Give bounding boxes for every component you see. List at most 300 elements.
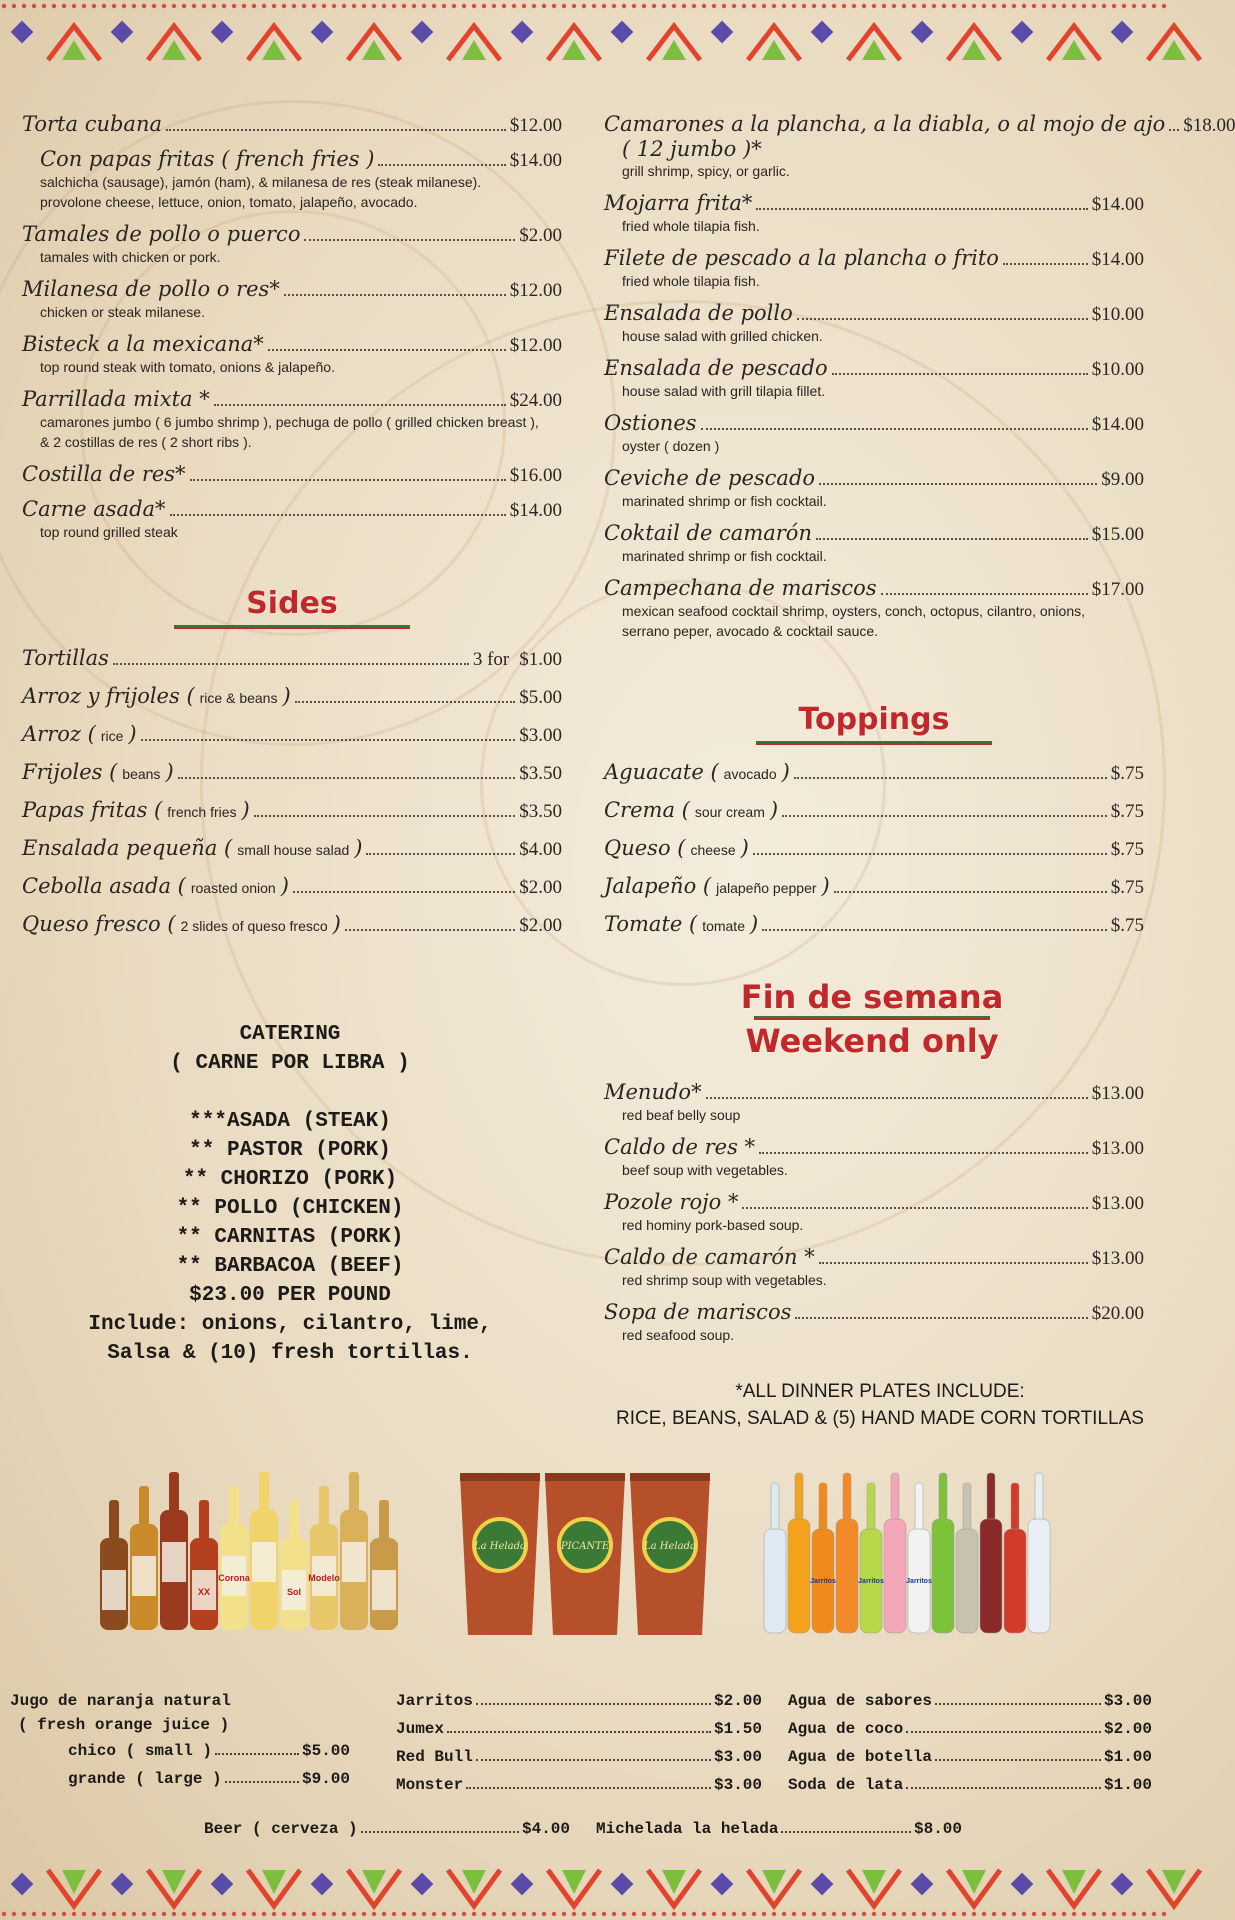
border-dot <box>802 1912 806 1916</box>
item-name: Caldo de res * <box>604 1135 756 1159</box>
item-description: provolone cheese, lettuce, onion, tomato, jalapeño, avocado. <box>40 194 418 210</box>
menu-item <box>604 1245 1144 1290</box>
catering-line: ** CARNITAS (PORK) <box>176 1226 404 1249</box>
beer-bottle <box>190 1500 218 1630</box>
border-dot <box>202 1912 206 1916</box>
drink-name: chico ( small ) <box>68 1742 213 1760</box>
menu-item-line <box>22 277 562 302</box>
border-diamond <box>211 21 234 44</box>
border-triangle <box>462 40 486 60</box>
cup-label: La Helada <box>644 1541 696 1552</box>
drink-item <box>788 1748 1152 1776</box>
item-price: $14.00 <box>1091 249 1144 270</box>
leader-dots <box>178 777 516 779</box>
drink-name: Agua de sabores <box>788 1692 933 1710</box>
menu-item-line <box>22 222 562 247</box>
cup-label: PICANTE <box>560 1541 610 1552</box>
border-dot <box>982 4 986 8</box>
item-price: $17.00 <box>1091 579 1144 600</box>
item-description: beef soup with vegetables. <box>622 1162 788 1178</box>
leader-dots <box>1169 129 1179 131</box>
border-dot <box>932 4 936 8</box>
drink-price: $1.00 <box>1103 1776 1152 1794</box>
michelada-cups-photo <box>455 1465 715 1640</box>
border-dot <box>1042 4 1046 8</box>
border-dot <box>602 4 606 8</box>
border-dot <box>322 1912 326 1916</box>
border-triangle <box>562 40 586 60</box>
border-dot <box>1002 1912 1006 1916</box>
leader-dots <box>819 1262 1088 1264</box>
border-dot <box>482 4 486 8</box>
item-price: $12.00 <box>509 115 562 136</box>
border-dot <box>102 4 106 8</box>
beer-bottle <box>340 1472 368 1630</box>
item-price: $14.00 <box>509 500 562 521</box>
border-dot <box>392 1912 396 1916</box>
item-description: serrano peper, avocado & cocktail sauce. <box>622 623 879 639</box>
catering-section <box>0 1020 580 1368</box>
border-dot <box>612 4 616 8</box>
drink-name: Jumex <box>396 1720 445 1738</box>
border-dot <box>182 4 186 8</box>
leader-dots <box>190 479 506 481</box>
border-dot <box>532 1912 536 1916</box>
beer-bottle <box>130 1486 158 1630</box>
item-description: marinated shrimp or fish cocktail. <box>622 548 827 564</box>
juice-subtitle: ( fresh orange juice ) <box>18 1716 230 1734</box>
item-name: Caldo de camarón * <box>604 1245 815 1269</box>
menu-item <box>604 576 1144 641</box>
beer-bottle <box>250 1472 278 1630</box>
border-dot <box>352 4 356 8</box>
item-price: $16.00 <box>509 465 562 486</box>
border-diamond <box>811 1873 834 1896</box>
border-dot <box>812 1912 816 1916</box>
border-dot <box>272 4 276 8</box>
item-name: Campechana de mariscos <box>604 576 877 600</box>
border-dot <box>12 4 16 8</box>
menu-item <box>22 497 562 542</box>
item-english-name: rice & beans <box>199 690 278 706</box>
border-dot <box>242 1912 246 1916</box>
border-dot <box>1072 4 1076 8</box>
item-description: red seafood soup. <box>622 1327 735 1343</box>
border-dot <box>562 4 566 8</box>
border-dot <box>492 4 496 8</box>
item-description: grill shrimp, spicy, or garlic. <box>622 163 790 179</box>
juice-title: Jugo de naranja natural <box>10 1692 231 1710</box>
menu-item-line <box>22 387 562 412</box>
border-dot <box>262 1912 266 1916</box>
border-dot <box>332 4 336 8</box>
item-price: $14.00 <box>1091 414 1144 435</box>
border-dot <box>712 4 716 8</box>
drink-name: grande ( large ) <box>68 1770 222 1788</box>
leader-dots <box>215 1753 299 1755</box>
border-dot <box>132 1912 136 1916</box>
border-dot <box>12 1912 16 1916</box>
border-dot <box>432 4 436 8</box>
item-english-name: jalapeño pepper <box>716 880 817 896</box>
leader-dots <box>170 514 506 516</box>
border-dot <box>592 4 596 8</box>
item-close-paren: ) <box>750 912 759 936</box>
weekend-list <box>604 1080 1144 1355</box>
leader-dots <box>295 701 516 703</box>
beer-bottles-photo <box>90 1455 410 1635</box>
border-dot <box>1162 1912 1166 1916</box>
item-description: mexican seafood cocktail shrimp, oysters, conch, octopus, cilantro, onions, <box>622 603 1085 619</box>
leader-dots <box>254 815 516 817</box>
bottom-decorative-border <box>0 1856 1166 1920</box>
item-price: $13.00 <box>1091 1083 1144 1104</box>
border-triangle <box>862 40 886 60</box>
menu-item <box>22 684 562 722</box>
item-description: red shrimp soup with vegetables. <box>622 1272 827 1288</box>
item-price: $3.50 <box>519 801 562 822</box>
border-dot <box>742 4 746 8</box>
item-close-paren: ) <box>354 836 363 860</box>
item-price: $.75 <box>1110 763 1144 784</box>
border-dot <box>562 1912 566 1916</box>
drink-item <box>396 1776 762 1804</box>
border-dot <box>1072 1912 1076 1916</box>
catering-line: ** BARBACOA (BEEF) <box>176 1255 404 1278</box>
border-dot <box>1062 4 1066 8</box>
border-diamond <box>411 1873 434 1896</box>
menu-item <box>22 277 562 322</box>
border-dot <box>682 4 686 8</box>
waters-list <box>788 1692 1152 1804</box>
menu-item-line <box>22 147 562 172</box>
border-dot <box>382 1912 386 1916</box>
leader-dots <box>756 208 1087 210</box>
border-diamond <box>511 1873 534 1896</box>
menu-item <box>22 798 562 836</box>
catering-line: ** CHORIZO (PORK) <box>182 1168 398 1191</box>
border-dot <box>112 1912 116 1916</box>
drink-item <box>788 1776 1152 1804</box>
item-price: $3.50 <box>519 763 562 784</box>
border-diamond <box>911 1873 934 1896</box>
border-dot <box>972 1912 976 1916</box>
item-close-paren: ) <box>280 874 289 898</box>
border-dot <box>1032 4 1036 8</box>
item-name: Queso fresco ( <box>22 912 176 936</box>
border-dot <box>252 1912 256 1916</box>
border-dot <box>212 1912 216 1916</box>
border-dot <box>82 1912 86 1916</box>
item-name: Con papas fritas ( french fries ) <box>40 147 375 171</box>
border-diamond <box>111 1873 134 1896</box>
sides-heading <box>174 586 410 629</box>
border-dot <box>732 1912 736 1916</box>
item-name: Milanesa de pollo o res* <box>22 277 280 301</box>
drink-name: Red Bull <box>396 1748 473 1766</box>
item-price: $2.00 <box>519 915 562 936</box>
border-dot <box>1052 1912 1056 1916</box>
border-dot <box>1022 1912 1026 1916</box>
border-dot <box>692 4 696 8</box>
border-dot <box>192 1912 196 1916</box>
item-name: Ceviche de pescado <box>604 466 816 490</box>
border-dot <box>692 1912 696 1916</box>
soda-bottle <box>836 1473 858 1633</box>
border-dot <box>52 1912 56 1916</box>
border-dot <box>682 1912 686 1916</box>
border-dot <box>762 4 766 8</box>
border-dot <box>412 4 416 8</box>
border-dot <box>372 4 376 8</box>
item-name: Carne asada* <box>22 497 166 521</box>
border-diamond <box>711 1873 734 1896</box>
border-dot <box>652 1912 656 1916</box>
border-dot <box>702 4 706 8</box>
menu-item-line <box>604 191 1144 216</box>
border-dot <box>72 1912 76 1916</box>
toppings-list <box>604 760 1144 950</box>
leader-dots <box>706 1097 1088 1099</box>
menu-item <box>22 874 562 912</box>
item-close-paren: ) <box>241 798 250 822</box>
item-description: salchicha (sausage), jamón (ham), & milanesa de res (steak milanese). <box>40 174 482 190</box>
border-triangle <box>762 40 786 60</box>
border-dot <box>862 4 866 8</box>
item-english-name: cheese <box>690 842 736 858</box>
leader-dots <box>378 164 505 166</box>
menu-item <box>604 246 1144 291</box>
border-dot <box>252 4 256 8</box>
border-dot <box>352 1912 356 1916</box>
border-dot <box>892 4 896 8</box>
leader-dots <box>141 739 516 741</box>
item-close-paren: ) <box>740 836 749 860</box>
item-close-paren: ) <box>332 912 341 936</box>
beer-michelada-row <box>204 1820 964 1848</box>
border-dot <box>602 1912 606 1916</box>
item-description: fried whole tilapia fish. <box>622 218 760 234</box>
border-dot <box>62 1912 66 1916</box>
leader-dots <box>794 777 1107 779</box>
beer-label: Corona <box>218 1573 250 1583</box>
item-close-paren: ) <box>781 760 790 784</box>
item-name: Crema ( <box>604 798 690 822</box>
catering-line: Include: onions, cilantro, lime, <box>88 1313 492 1336</box>
border-dot <box>462 1912 466 1916</box>
item-quantity: 3 for <box>472 649 510 670</box>
border-triangle <box>1162 40 1186 60</box>
item-close-paren: ) <box>128 722 137 746</box>
toppings-heading <box>756 702 992 745</box>
item-price: $18.00 <box>1183 115 1235 136</box>
border-dot <box>922 4 926 8</box>
leader-dots <box>935 1759 1101 1761</box>
item-price: $15.00 <box>1091 524 1144 545</box>
border-triangle <box>962 40 986 60</box>
item-name: Cebolla asada ( <box>22 874 186 898</box>
leader-dots <box>225 1781 299 1783</box>
border-dot <box>612 1912 616 1916</box>
beer-bottle <box>100 1500 128 1630</box>
item-name: Papas fritas ( <box>22 798 163 822</box>
menu-item <box>22 222 562 267</box>
soda-bottle <box>764 1483 786 1633</box>
border-dot <box>202 4 206 8</box>
border-dot <box>532 4 536 8</box>
soft-drinks-list <box>396 1692 762 1804</box>
michelada-cup <box>630 1473 710 1635</box>
border-dot <box>792 4 796 8</box>
border-dot <box>342 4 346 8</box>
item-name: Sopa de mariscos <box>604 1300 792 1324</box>
weekend-heading <box>740 978 1004 1060</box>
border-dot <box>852 4 856 8</box>
item-name: Camarones a la plancha, a la diabla, o al mojo de ajo <box>604 112 1166 136</box>
border-dot <box>742 1912 746 1916</box>
border-dot <box>542 1912 546 1916</box>
border-dot <box>702 1912 706 1916</box>
item-price: $14.00 <box>1091 194 1144 215</box>
border-dot <box>222 1912 226 1916</box>
menu-item <box>604 112 1235 181</box>
leader-dots <box>113 663 469 665</box>
border-dot <box>242 4 246 8</box>
border-dot <box>962 4 966 8</box>
item-english-name: tomate <box>702 918 745 934</box>
item-price: $13.00 <box>1091 1193 1144 1214</box>
border-dot <box>872 1912 876 1916</box>
cup-label: La Helada <box>474 1541 526 1552</box>
border-dot <box>912 1912 916 1916</box>
item-price: $.75 <box>1110 801 1144 822</box>
border-dot <box>512 1912 516 1916</box>
border-dot <box>2 1912 6 1916</box>
border-dot <box>192 4 196 8</box>
border-dot <box>952 1912 956 1916</box>
border-dot <box>1142 4 1146 8</box>
border-dot <box>892 1912 896 1916</box>
border-dot <box>792 1912 796 1916</box>
drink-price: $9.00 <box>301 1770 350 1788</box>
border-dot <box>1012 1912 1016 1916</box>
border-dot <box>882 1912 886 1916</box>
leader-dots <box>819 483 1097 485</box>
border-dot <box>492 1912 496 1916</box>
border-diamond <box>511 21 534 44</box>
beer-bottle <box>280 1500 308 1630</box>
border-diamond <box>1111 21 1134 44</box>
border-dot <box>292 4 296 8</box>
leader-dots <box>816 538 1088 540</box>
border-dot <box>592 1912 596 1916</box>
item-english-name: avocado <box>723 766 777 782</box>
border-dot <box>422 1912 426 1916</box>
item-name: Ensalada de pescado <box>604 356 828 380</box>
border-triangle <box>1062 40 1086 60</box>
border-dot <box>1152 4 1156 8</box>
item-price: $1.00 <box>519 649 562 670</box>
border-dot <box>962 1912 966 1916</box>
border-dot <box>582 1912 586 1916</box>
border-dot <box>912 4 916 8</box>
leader-dots <box>795 1317 1087 1319</box>
border-dot <box>502 4 506 8</box>
border-dot <box>782 1912 786 1916</box>
item-name: Parrillada mixta * <box>22 387 210 411</box>
leader-dots <box>214 404 506 406</box>
item-english-name: 2 slides of queso fresco <box>180 918 328 934</box>
main-dishes-list <box>22 112 562 552</box>
border-dot <box>1132 1912 1136 1916</box>
border-diamond <box>311 1873 334 1896</box>
leader-dots <box>781 1831 911 1833</box>
border-dot <box>1022 4 1026 8</box>
catering-line: Salsa & (10) fresh tortillas. <box>107 1342 473 1365</box>
border-dot <box>632 1912 636 1916</box>
border-diamond <box>11 21 34 44</box>
item-price: $2.00 <box>519 225 562 246</box>
border-dot <box>652 4 656 8</box>
border-dot <box>132 4 136 8</box>
top-decorative-border <box>0 0 1166 64</box>
border-dot <box>1102 1912 1106 1916</box>
item-description: house salad with grill tilapia fillet. <box>622 383 826 399</box>
border-dot <box>122 4 126 8</box>
item-price: $24.00 <box>509 390 562 411</box>
border-dot <box>1032 1912 1036 1916</box>
item-english-name: beans <box>122 766 161 782</box>
border-dot <box>732 4 736 8</box>
border-dot <box>422 4 426 8</box>
menu-item <box>604 836 1144 874</box>
border-dot <box>522 1912 526 1916</box>
item-description: camarones jumbo ( 6 jumbo shrimp ), pechuga de pollo ( grilled chicken breast ), <box>40 414 539 430</box>
border-dot <box>152 1912 156 1916</box>
item-price: $9.00 <box>1101 469 1144 490</box>
border-dot <box>402 1912 406 1916</box>
border-dot <box>302 4 306 8</box>
item-name: Bisteck a la mexicana* <box>22 332 264 356</box>
item-price: $13.00 <box>1091 1138 1144 1159</box>
michelada-cup <box>545 1473 625 1635</box>
drink-price: $1.50 <box>713 1720 762 1738</box>
item-price: $12.00 <box>509 335 562 356</box>
drink-name: Monster <box>396 1776 464 1794</box>
border-dot <box>82 4 86 8</box>
menu-item <box>604 466 1144 511</box>
leader-dots <box>345 929 515 931</box>
soda-label: Jarritos <box>858 1578 884 1585</box>
border-dot <box>642 4 646 8</box>
drink-name: Michelada la helada <box>596 1820 779 1838</box>
item-price: $5.00 <box>519 687 562 708</box>
border-dot <box>572 1912 576 1916</box>
item-price: $4.00 <box>519 839 562 860</box>
border-diamond <box>611 21 634 44</box>
item-english-name: french fries <box>167 804 237 820</box>
border-dot <box>662 4 666 8</box>
item-price: $3.00 <box>519 725 562 746</box>
leader-dots <box>304 239 515 241</box>
border-diamond <box>11 1873 34 1896</box>
item-description: top round grilled steak <box>40 524 178 540</box>
border-dot <box>862 1912 866 1916</box>
border-dot <box>72 4 76 8</box>
border-dot <box>92 1912 96 1916</box>
leader-dots <box>701 428 1088 430</box>
seafood-list <box>604 112 1235 651</box>
